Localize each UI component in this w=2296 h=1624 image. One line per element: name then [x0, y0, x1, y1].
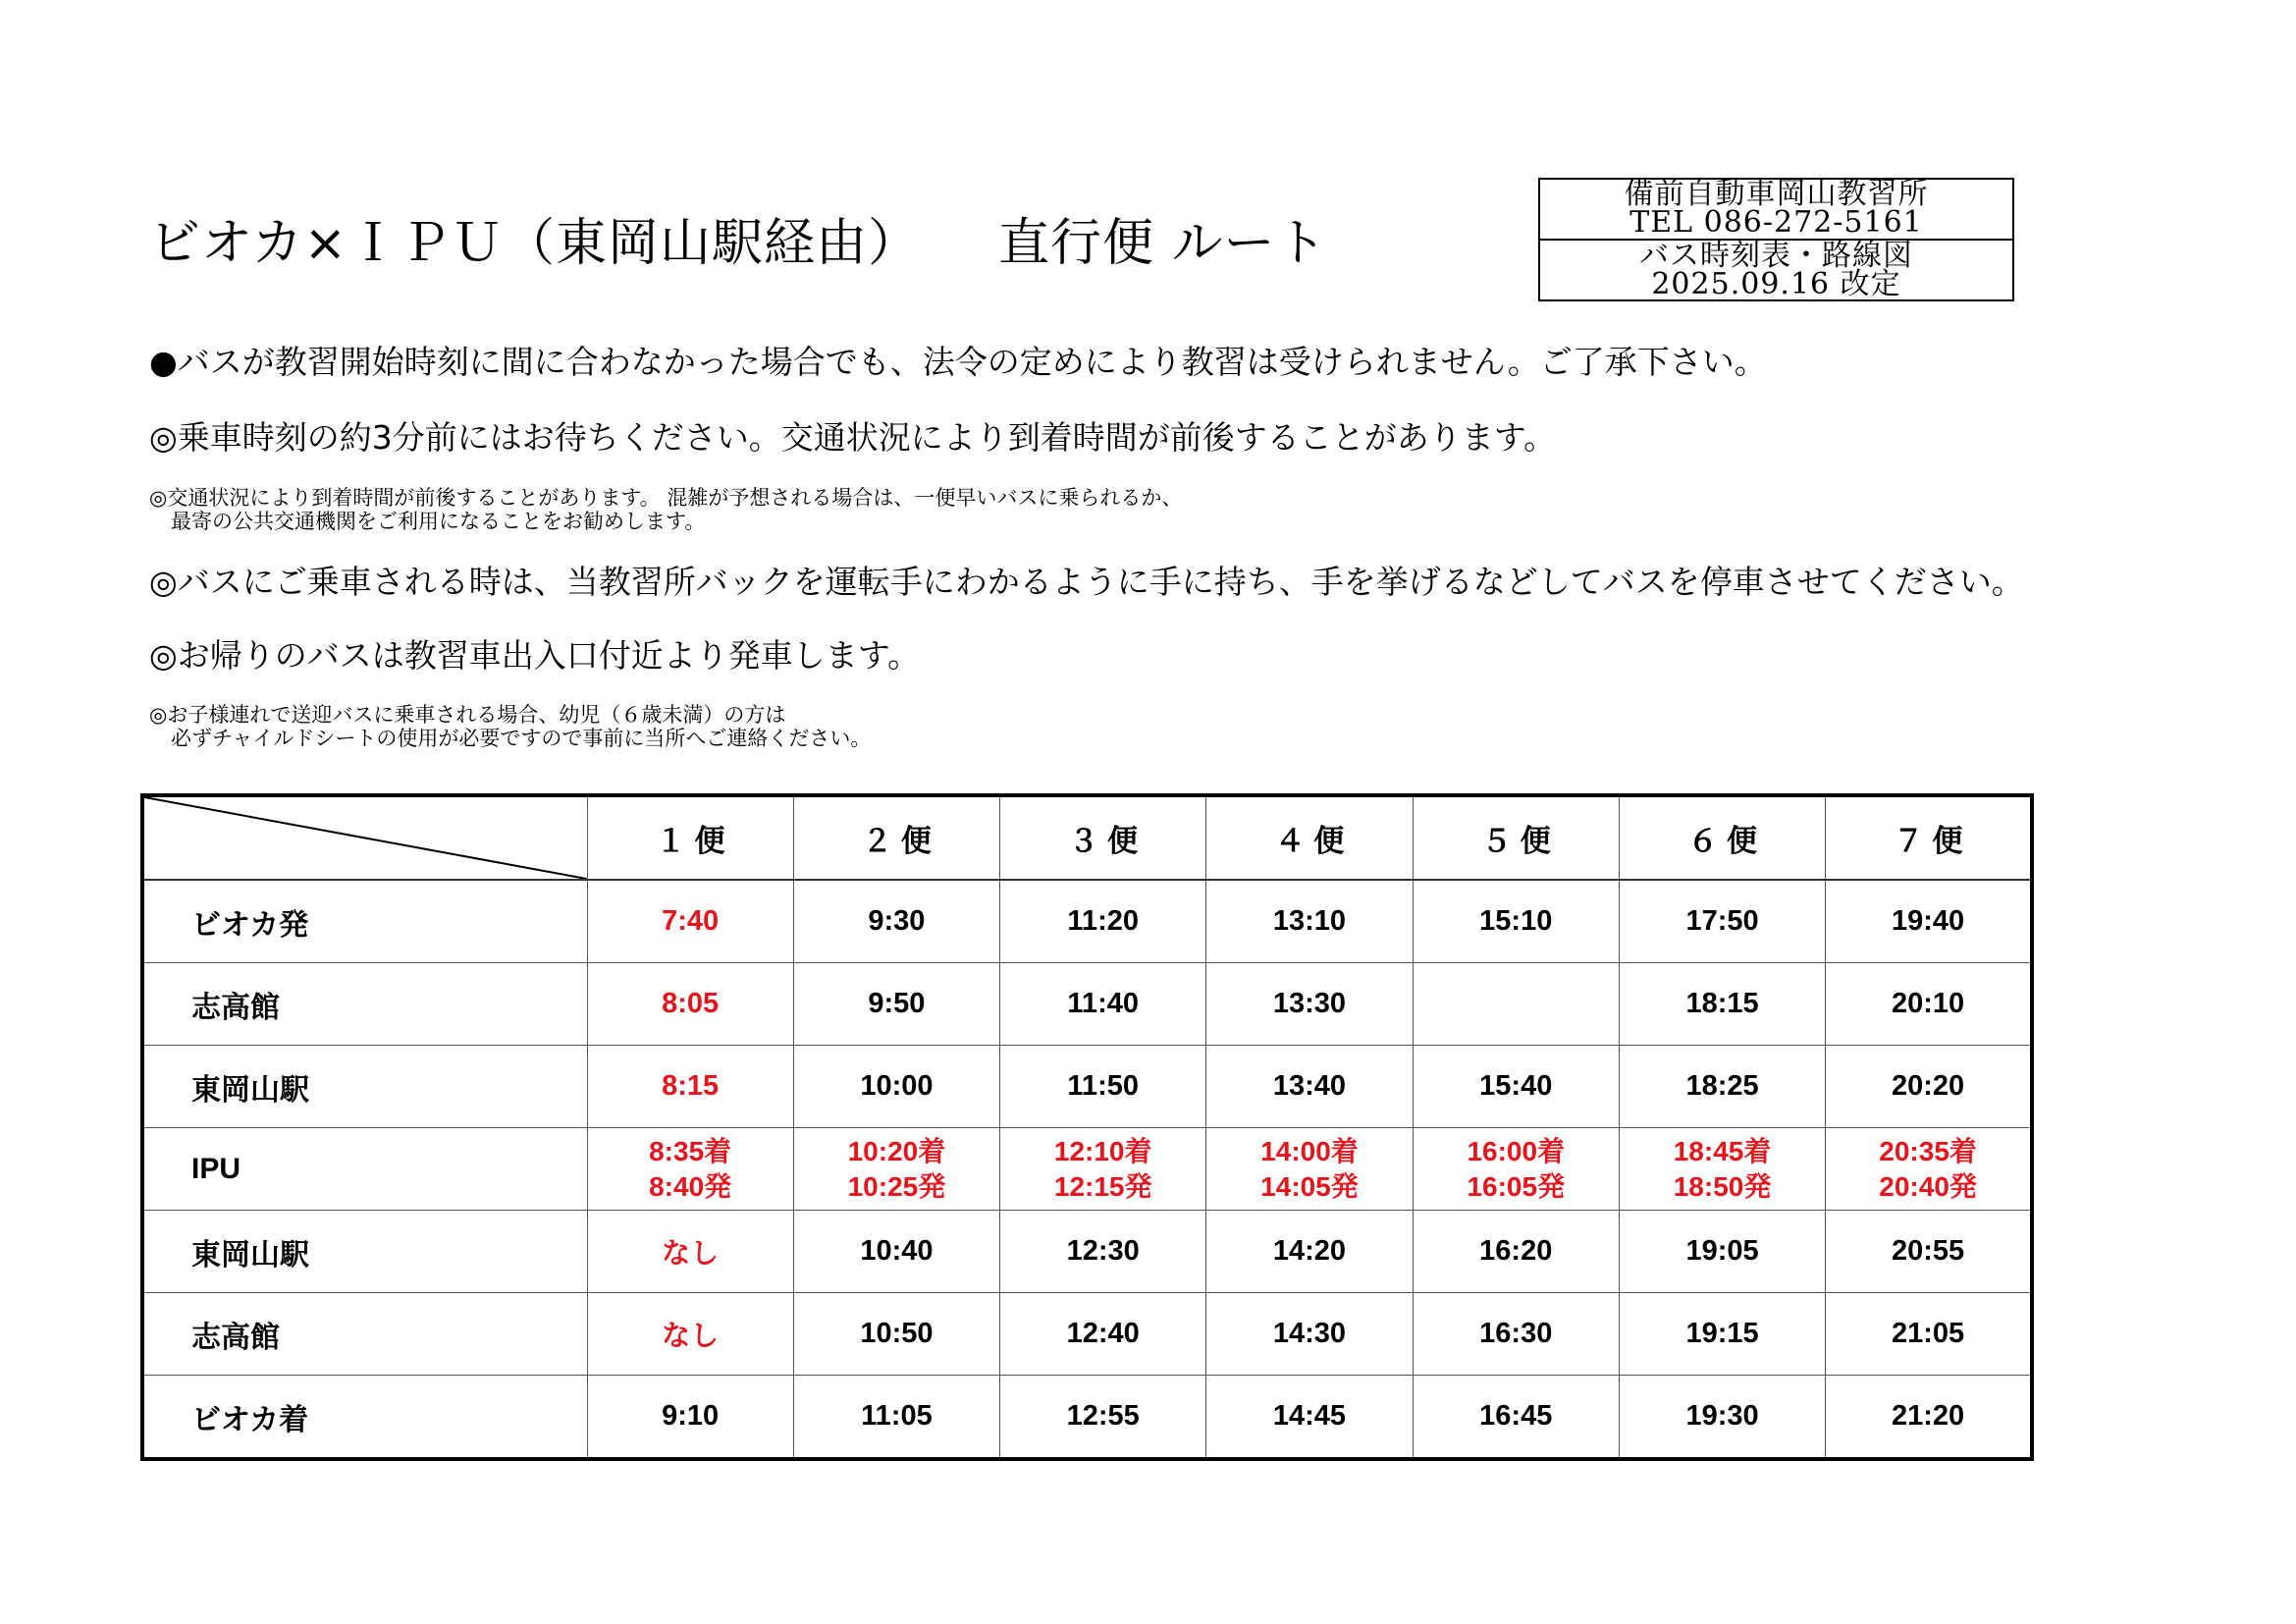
timetable-body — [142, 880, 2032, 1459]
time-cell: 16:30 — [1413, 1293, 1619, 1376]
table-row — [142, 1376, 2032, 1460]
time-cell: 10:00 — [793, 1046, 999, 1128]
time-cell: 18:25 — [1619, 1046, 1825, 1128]
arrival-time: 18:45着 — [1673, 1135, 1772, 1166]
stop-name: ビオカ発 — [142, 880, 587, 963]
time-cell: 12:40 — [1000, 1293, 1206, 1376]
notice-traffic-line2: 最寄の公共交通機関をご利用になることをお勧めします。 — [171, 510, 706, 533]
departure-time: 16:05発 — [1467, 1170, 1566, 1202]
notice-child-seat-line2: 必ずチャイルドシートの使用が必要ですので事前に当所へご連絡ください。 — [171, 727, 872, 750]
time-cell: 14:30 — [1206, 1293, 1413, 1376]
time-cell: 13:10 — [1206, 880, 1413, 963]
time-cell: 11:50 — [1000, 1046, 1206, 1128]
stop-name: IPU — [142, 1128, 587, 1211]
time-cell: 19:30 — [1619, 1376, 1825, 1460]
time-cell: 15:10 — [1413, 880, 1619, 963]
time-cell: 11:40 — [1000, 963, 1206, 1046]
time-cell: 9:30 — [793, 880, 999, 963]
corner-cell — [142, 795, 587, 880]
header-trip-2: ２ 便 — [793, 795, 999, 880]
notice-wait-early: ◎乗車時刻の約3分前にはお待ちください。交通状況により到着時間が前後することがあります。 — [149, 418, 1557, 457]
arrival-time: 20:35着 — [1879, 1135, 1977, 1166]
time-cell: 20:20 — [1826, 1046, 2032, 1128]
ipu-time-cell — [793, 1128, 999, 1211]
time-cell: 15:40 — [1413, 1046, 1619, 1128]
school-tel: TEL 086-272-5161 — [1629, 205, 1923, 240]
time-cell: 14:45 — [1206, 1376, 1413, 1460]
time-cell: 17:50 — [1619, 880, 1825, 963]
timetable-header-row — [142, 795, 2032, 880]
ipu-time-cell — [1826, 1128, 2032, 1211]
table-row — [142, 1211, 2032, 1293]
time-cell: なし — [587, 1211, 793, 1293]
time-cell: 20:10 — [1826, 963, 2032, 1046]
arrival-time: 8:35着 — [649, 1135, 732, 1166]
departure-time: 14:05発 — [1260, 1170, 1359, 1202]
time-cell: 20:55 — [1826, 1211, 2032, 1293]
revision-date: 2025.09.16 改定 — [1651, 267, 1901, 301]
title-main: ビオカ×ＩＰＵ（東岡山駅経由） — [149, 214, 921, 273]
time-cell — [1413, 963, 1619, 1046]
notice-late-arrival: ●バスが教習開始時刻に間に合わなかった場合でも、法令の定めにより教習は受けられません。ご了承下さい。 — [149, 343, 1767, 381]
school-info-box — [1538, 178, 2014, 301]
time-cell: 16:45 — [1413, 1376, 1619, 1460]
ipu-time-cell — [1619, 1128, 1825, 1211]
header-trip-3: ３ 便 — [1000, 795, 1206, 880]
time-cell: 10:50 — [793, 1293, 999, 1376]
time-cell: 21:05 — [1826, 1293, 2032, 1376]
table-row — [142, 1293, 2032, 1376]
time-cell: 19:15 — [1619, 1293, 1825, 1376]
time-cell: なし — [587, 1293, 793, 1376]
time-cell: 10:40 — [793, 1211, 999, 1293]
departure-time: 12:15発 — [1053, 1170, 1152, 1202]
header-trip-6: ６ 便 — [1619, 795, 1825, 880]
header-trip-7: ７ 便 — [1826, 795, 2032, 880]
notice-return-bus: ◎お帰りのバスは教習車出入口付近より発車します。 — [149, 636, 921, 675]
title-route: 直行便 ルート — [998, 214, 1328, 273]
departure-time: 20:40発 — [1879, 1170, 1977, 1202]
time-cell: 8:05 — [587, 963, 793, 1046]
ipu-time-cell — [587, 1128, 793, 1211]
diagonal-line — [144, 797, 587, 879]
notice-traffic — [149, 486, 1182, 533]
school-name: 備前自動車岡山教習所 — [1624, 177, 1929, 211]
header-trip-1: １ 便 — [587, 795, 793, 880]
notice-boarding: ◎バスにご乗車される時は、当教習所バックを運転手にわかるように手に持ち、手を挙げるなどしてバスを停車させてください。 — [149, 563, 2024, 601]
table-row — [142, 963, 2032, 1046]
table-row — [142, 880, 2032, 963]
departure-time: 18:50発 — [1673, 1170, 1772, 1202]
time-cell: 11:05 — [793, 1376, 999, 1460]
time-cell: 7:40 — [587, 880, 793, 963]
time-cell: 8:15 — [587, 1046, 793, 1128]
time-cell: 19:05 — [1619, 1211, 1825, 1293]
notice-traffic-line1: ◎交通状況により到着時間が前後することがあります。 混雑が予想される場合は、一便早いバスに乗られるか、 — [149, 486, 1183, 510]
ipu-time-cell — [1206, 1128, 1413, 1211]
time-cell: 9:10 — [587, 1376, 793, 1460]
departure-time: 10:25発 — [847, 1170, 946, 1202]
arrival-time: 12:10着 — [1053, 1135, 1152, 1166]
time-cell: 14:20 — [1206, 1211, 1413, 1293]
ipu-time-cell — [1413, 1128, 1619, 1211]
arrival-time: 10:20着 — [847, 1135, 946, 1166]
table-row — [142, 1128, 2032, 1211]
time-cell: 9:50 — [793, 963, 999, 1046]
stop-name: 東岡山駅 — [142, 1211, 587, 1293]
stop-name: 東岡山駅 — [142, 1046, 587, 1128]
time-cell: 11:20 — [1000, 880, 1206, 963]
header-trip-4: ４ 便 — [1206, 795, 1413, 880]
time-cell: 12:55 — [1000, 1376, 1206, 1460]
notice-child-seat — [149, 703, 871, 750]
document-title: バス時刻表・路線図 — [1639, 239, 1913, 273]
bus-timetable — [140, 793, 2034, 1461]
time-cell: 12:30 — [1000, 1211, 1206, 1293]
stop-name: ビオカ着 — [142, 1376, 587, 1460]
time-cell: 13:40 — [1206, 1046, 1413, 1128]
stop-name: 志高館 — [142, 963, 587, 1046]
time-cell: 19:40 — [1826, 880, 2032, 963]
table-row — [142, 1046, 2032, 1128]
notice-child-seat-line1: ◎お子様連れで送迎バスに乗車される場合、幼児（６歳未満）の方は — [149, 703, 786, 727]
arrival-time: 16:00着 — [1467, 1135, 1566, 1166]
time-cell: 16:20 — [1413, 1211, 1619, 1293]
time-cell: 18:15 — [1619, 963, 1825, 1046]
time-cell: 21:20 — [1826, 1376, 2032, 1460]
stop-name: 志高館 — [142, 1293, 587, 1376]
page-title — [149, 212, 1328, 275]
header-trip-5: ５ 便 — [1413, 795, 1619, 880]
departure-time: 8:40発 — [649, 1170, 732, 1202]
time-cell: 13:30 — [1206, 963, 1413, 1046]
ipu-time-cell — [1000, 1128, 1206, 1211]
arrival-time: 14:00着 — [1260, 1135, 1359, 1166]
